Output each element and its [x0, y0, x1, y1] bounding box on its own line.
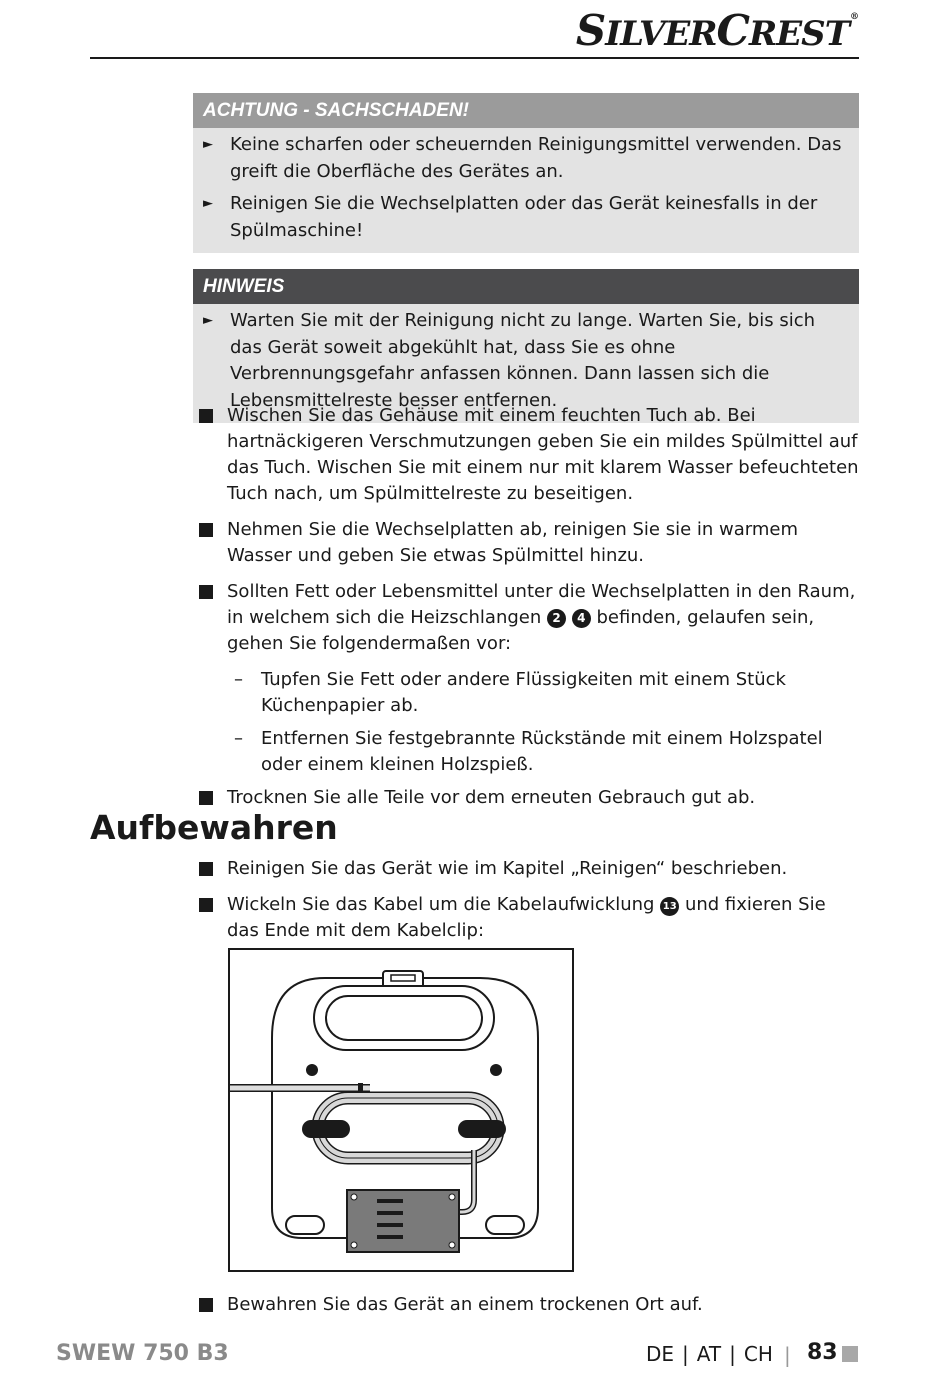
list-item: Reinigen Sie das Gerät wie im Kapitel „Reinigen“ beschrieben. [198, 856, 862, 882]
page-number: 83 [807, 1340, 838, 1365]
square-bullet-icon [199, 1298, 213, 1312]
note-box-title: HINWEIS [193, 269, 859, 304]
cable-winding-illustration [228, 948, 574, 1272]
list-item: Bewahren Sie das Gerät an einem trockenen Ort auf. [198, 1292, 862, 1318]
arrow-bullet-icon: ► [203, 313, 213, 328]
square-bullet-icon [199, 585, 213, 599]
square-bullet-icon [199, 862, 213, 876]
dash-bullet-icon: – [234, 669, 243, 690]
arrow-bullet-icon: ► [203, 137, 213, 152]
list-item: Nehmen Sie die Wechselplatten ab, reinigen Sie sie in warmem Wasser und geben Sie etwas Spülmittel hinzu. [198, 517, 862, 569]
cleaning-list [198, 403, 862, 821]
square-bullet-icon [199, 409, 213, 423]
appliance-drawing [230, 950, 572, 1270]
list-item: Sollten Fett oder Lebensmittel unter die Wechselplatten in den Raum, in welchem sich die Heizschlangen 2 4 befinden, gelaufen sein, gehen Sie folgendermaßen vor: [198, 579, 862, 657]
warning-item: ► Keine scharfen oder scheuernden Reinigungsmittel verwenden. Das greift die Oberfläche des Gerätes an. [203, 134, 842, 182]
reference-number: 2 [547, 609, 566, 628]
sub-list-item: – Entfernen Sie festgebrannte Rückstände mit einem Holzspatel oder einem kleinen Holzspieß. [234, 728, 823, 775]
sub-list-item: – Tupfen Sie Fett oder andere Flüssigkeiten mit einem Stück Küchenpapier ab. [234, 669, 786, 716]
square-bullet-icon [199, 791, 213, 805]
header-rule [90, 57, 859, 59]
list-item: Trocknen Sie alle Teile vor dem erneuten Gebrauch gut ab. [198, 785, 862, 811]
brand-logo: SILVERCREST® [575, 6, 858, 55]
list-item: Wickeln Sie das Kabel um die Kabelaufwicklung 13 und fixieren Sie das Ende mit dem Kabelclip: [198, 892, 862, 944]
warning-item: ► Reinigen Sie die Wechselplatten oder das Gerät keinesfalls in der Spülmaschine! [203, 193, 818, 241]
warning-box-title: ACHTUNG - SACHSCHADEN! [193, 93, 859, 128]
reference-number: 13 [660, 897, 679, 916]
note-box [193, 269, 859, 423]
storage-list-end [198, 1292, 862, 1328]
reference-number: 4 [572, 609, 591, 628]
storage-list [198, 856, 862, 954]
page-marker-icon [842, 1346, 858, 1362]
arrow-bullet-icon: ► [203, 196, 213, 211]
footer-model: SWEW 750 B3 [56, 1341, 229, 1366]
footer-separator: | [784, 1343, 791, 1367]
section-title: Aufbewahren [90, 808, 338, 847]
square-bullet-icon [199, 523, 213, 537]
list-item: Wischen Sie das Gehäuse mit einem feuchten Tuch ab. Bei hartnäckigeren Verschmutzungen geben Sie ein mildes Spülmittel auf das Tuch. Wischen Sie mit einem nur mit klarem Wasser befeuchteten Tuch nach, um Spülmittelreste zu beseitigen. [198, 403, 862, 507]
footer-languages: DE | AT | CH [646, 1342, 773, 1366]
note-item: ► Warten Sie mit der Reinigung nicht zu lange. Warten Sie, bis sich das Gerät soweit abgekühlt hat, dass Sie es ohne Verbrennungsgefahr anfassen können. Dann lassen sich die Lebensmittelreste besser entfernen. [203, 310, 816, 411]
square-bullet-icon [199, 898, 213, 912]
warning-box [193, 93, 859, 253]
dash-bullet-icon: – [234, 728, 243, 749]
